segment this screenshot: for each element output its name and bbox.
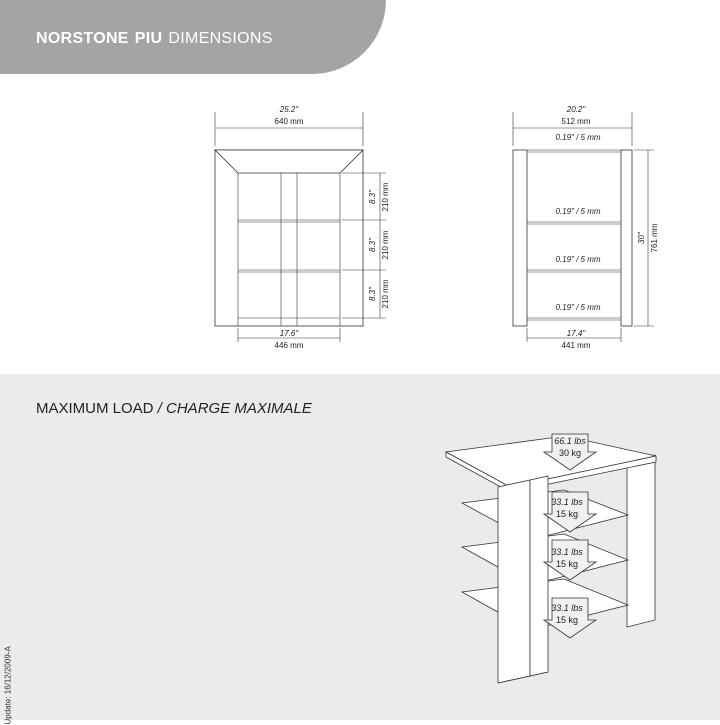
load-shelf-3-lbs: 33.1 lbs	[551, 603, 583, 613]
shelf-thickness-1: 0.19" / 5 mm	[555, 133, 601, 142]
side-inner-width-mm: 441 mm	[561, 341, 591, 350]
shelf-gap-2-mm: 210 mm	[381, 230, 390, 260]
front-inner-width-in: 17.6"	[279, 329, 299, 338]
model-name: PIU	[134, 30, 163, 47]
front-top-width-mm: 640 mm	[274, 117, 304, 126]
side-top-width-mm: 512 mm	[561, 117, 591, 126]
shelf-thickness-2: 0.19" / 5 mm	[555, 207, 601, 216]
side-height-mm: 761 mm	[650, 223, 659, 253]
shelf-thickness-3: 0.19" / 5 mm	[555, 255, 601, 264]
load-shelf-1-kg: 15 kg	[555, 509, 579, 519]
load-shelf-2-lbs: 33.1 lbs	[551, 547, 583, 557]
section-name: DIMENSIONS	[168, 30, 273, 47]
shelf-gap-2-in: 8.3"	[368, 238, 377, 252]
load-shelf-1-lbs: 33.1 lbs	[551, 497, 583, 507]
front-top-width-in: 25.2"	[279, 105, 299, 114]
max-load-title: MAXIMUM LOAD / CHARGE MAXIMALE	[36, 400, 312, 417]
max-load-drawing	[446, 436, 656, 683]
shelf-thickness-4: 0.19" / 5 mm	[555, 303, 601, 312]
update-note: Update: 16/12/2009-A	[3, 646, 13, 725]
side-view-drawing	[513, 105, 659, 350]
shelf-gap-3-in: 8.3"	[368, 287, 377, 301]
side-inner-width-in: 17.4"	[566, 329, 586, 338]
load-shelf-3-kg: 15 kg	[555, 615, 579, 625]
side-height-in: 30"	[637, 232, 646, 244]
load-top-lbs: 66.1 lbs	[554, 436, 586, 446]
shelf-gap-1-in: 8.3"	[368, 190, 377, 204]
load-arrow-shelf-3	[544, 598, 596, 638]
brand-name: NORSTONE	[36, 30, 129, 47]
load-top-kg: 30 kg	[558, 448, 582, 458]
side-top-width-in: 20.2"	[566, 105, 586, 114]
shelf-gap-1-mm: 210 mm	[381, 182, 390, 212]
shelf-gap-3-mm: 210 mm	[381, 279, 390, 309]
front-inner-width-mm: 446 mm	[274, 341, 304, 350]
load-shelf-2-kg: 15 kg	[555, 559, 579, 569]
front-view-drawing	[215, 105, 390, 350]
